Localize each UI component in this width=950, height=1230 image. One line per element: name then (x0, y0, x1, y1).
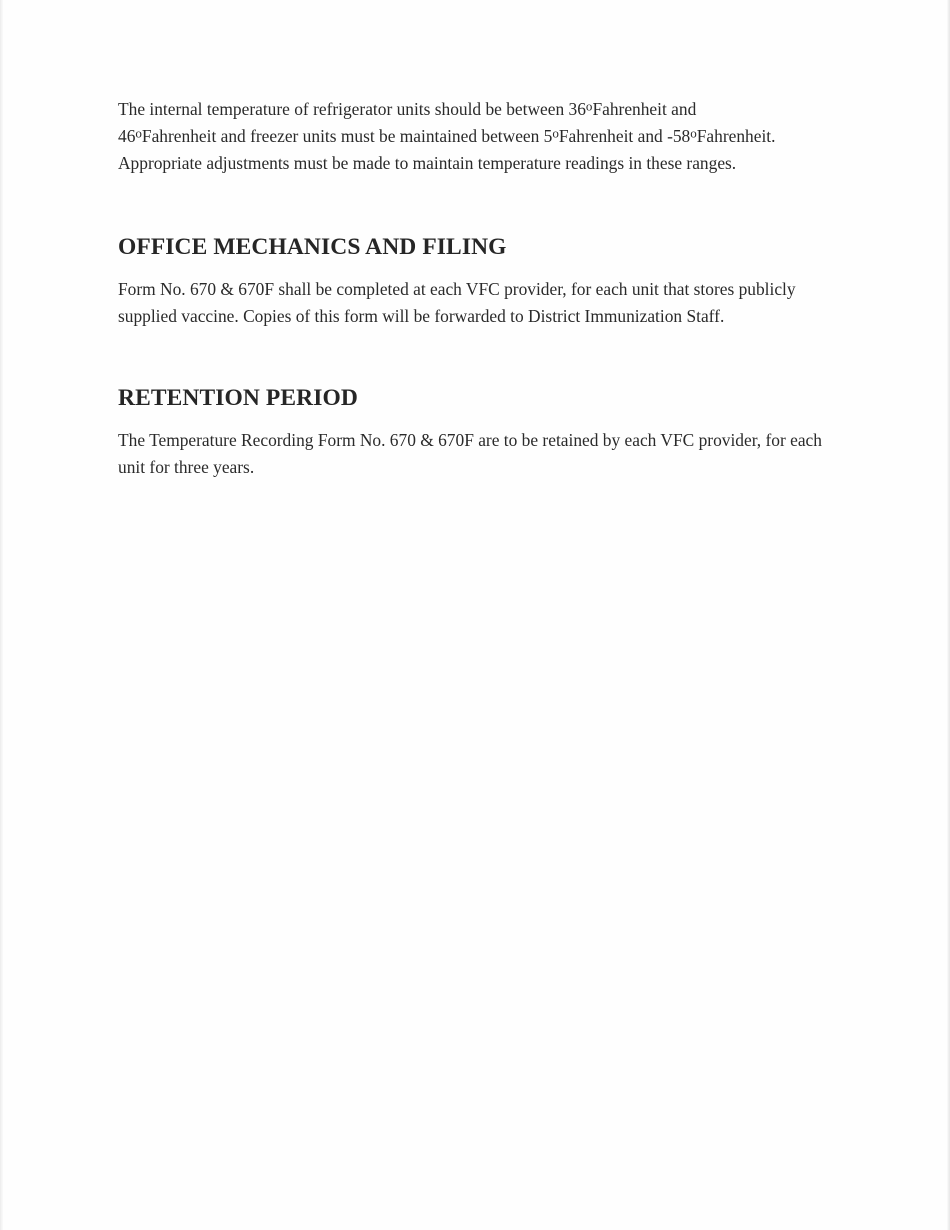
section-body-retention-period: The Temperature Recording Form No. 670 & 670F are to be retained by each VFC provider, for each unit for three years. (118, 430, 822, 477)
section-heading-retention-period: RETENTION PERIOD (118, 385, 358, 411)
section-heading-office-mechanics: OFFICE MECHANICS AND FILING (118, 234, 507, 260)
intro-text-2b: Fahrenheit and freezer units must be maintained between 5 (141, 126, 553, 146)
page-edge-left (0, 0, 3, 1230)
temperature-paragraph (118, 96, 846, 177)
intro-text-2d: Fahrenheit. (696, 126, 776, 146)
intro-text-1b: Fahrenheit and (592, 99, 697, 119)
degree-mark: o (690, 125, 697, 141)
degree-mark: o (552, 125, 559, 141)
degree-mark: o (135, 125, 142, 141)
intro-text-2c: Fahrenheit and -58 (558, 126, 691, 146)
degree-mark: o (585, 98, 593, 114)
document-body (118, 96, 846, 481)
section-body-office-mechanics: Form No. 670 & 670F shall be completed at each VFC provider, for each unit that stores publicly supplied vaccine. Copies of this form will be forwarded to District Immunization Staff. (118, 279, 796, 326)
intro-text-1a: The internal temperature of refrigerator units should be between 36 (118, 99, 586, 119)
intro-text-3: Appropriate adjustments must be made to maintain temperature readings in these ranges. (118, 153, 737, 173)
intro-text-2a: 46 (118, 126, 136, 146)
